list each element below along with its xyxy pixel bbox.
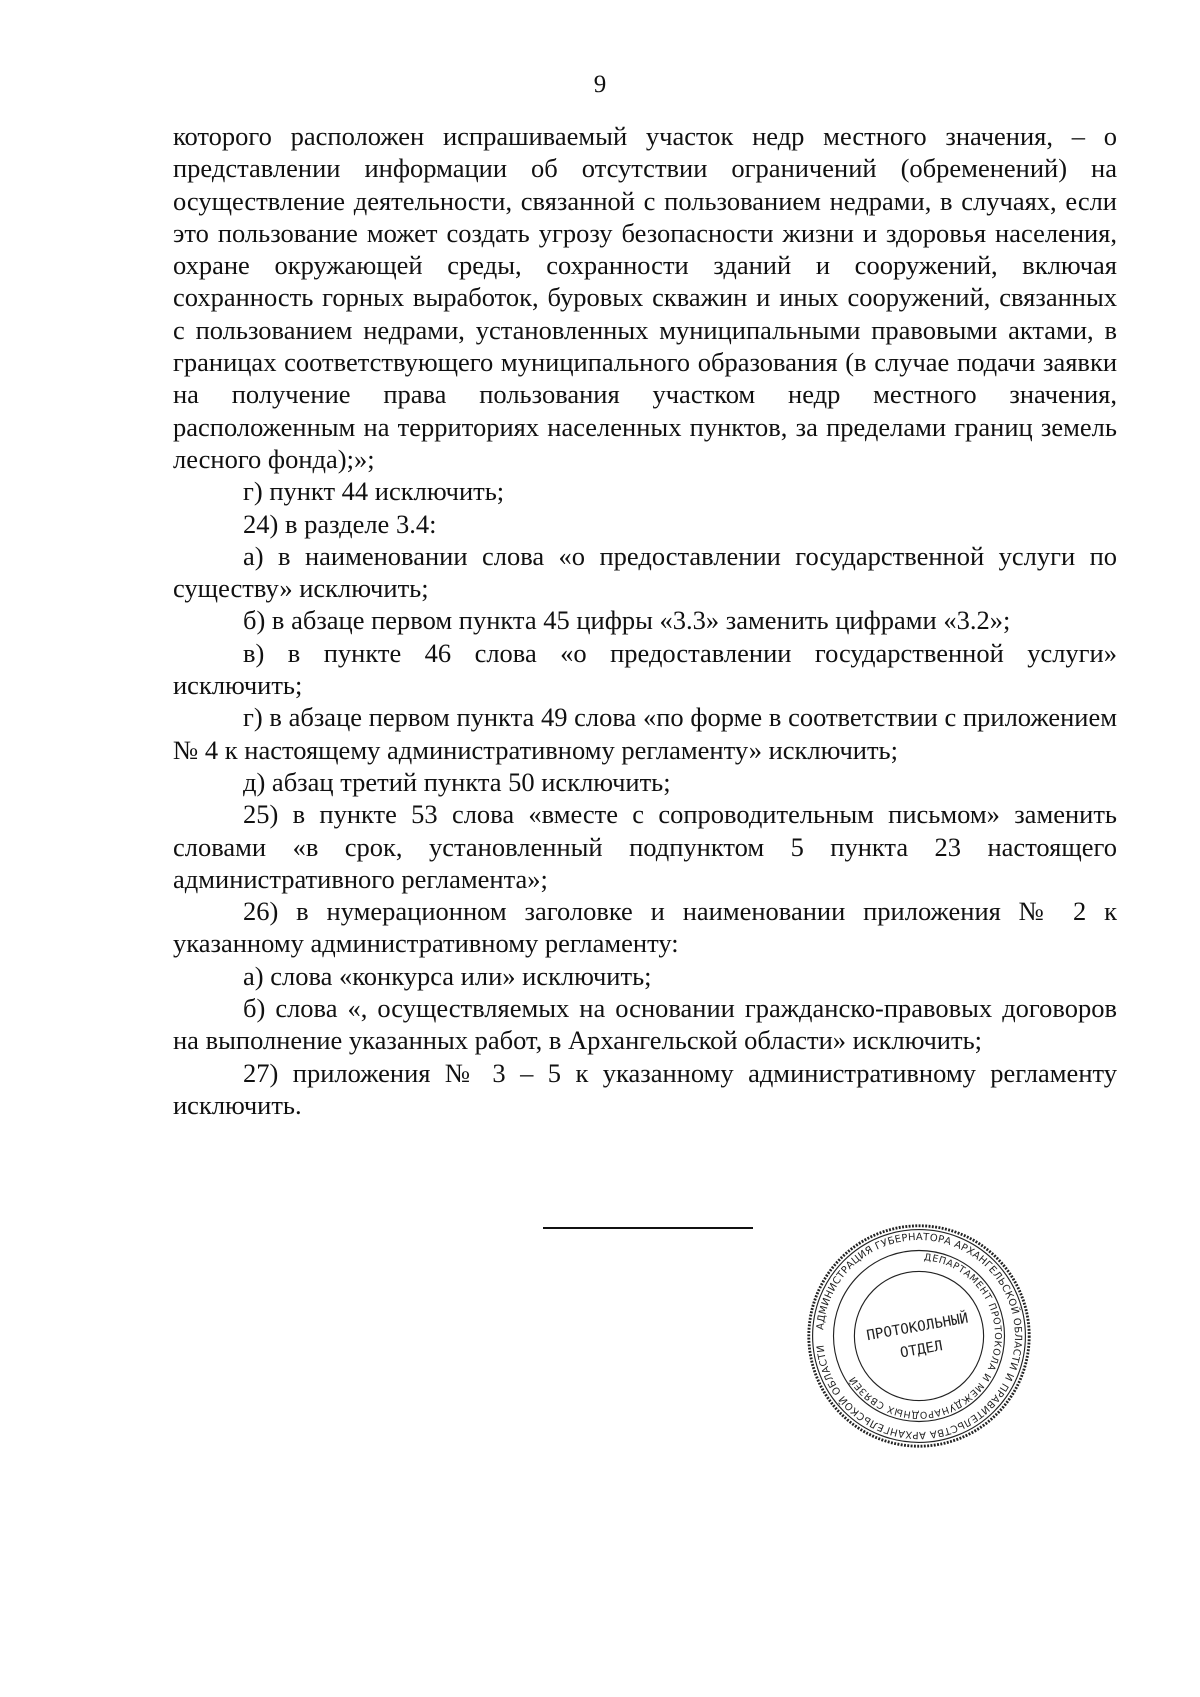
svg-text:АДМИНИСТРАЦИЯ ГУБЕРНАТОРА АРХА [815,1232,1023,1440]
paragraph: 26) в нумерационном заголовке и наименовании приложения № 2 к указанному административному регламенту: [173,896,1117,959]
paragraph: а) слова «конкурса или» исключить; [243,960,652,991]
paragraph: в) в пункте 46 слова «о предоставлении государственной услуги» исключить; [173,637,1117,701]
page-number: 9 [593,71,607,98]
stamp-center-line1: ПРОТОКОЛЬНЫЙ [865,1310,970,1345]
stamp-outer-text: АДМИНИСТРАЦИЯ ГУБЕРНАТОРА АРХАНГЕЛЬСКОЙ ОБЛАСТИ И ПРАВИТЕЛЬСТВА АРХАНГЕЛЬСКОЙ ОБЛАСТИ [815,1232,1023,1441]
body-text [173,120,1117,1121]
paragraph: 27) приложения № 3 – 5 к указанному административному регламенту исключить. [173,1057,1117,1120]
paragraph: г) пункт 44 исключить; [243,476,505,507]
paragraph: 24) в разделе 3.4: [243,508,437,539]
paragraph: 25) в пункте 53 слова «вместе с сопроводительным письмом» заменить словами «в срок, установленный подпунктом 5 пункта 23 настоящего административного регламента»; [173,799,1117,894]
paragraph: г) в абзаце первом пункта 49 слова «по форме в соответствии с приложением № 4 к настоящему административному регламенту» исключить; [173,702,1117,765]
stamp-center-line2: ОТДЕЛ [898,1338,944,1362]
paragraph: б) слова «, осуществляемых на основании гражданско-правовых договоров на выполнение указанных работ, в Архангельской области» исключить; [173,993,1117,1056]
closing-divider-line [543,1227,753,1229]
paragraph: а) в наименовании слова «о предоставлении государственной услуги по существу» исключить; [173,540,1117,604]
stamp-inner-text: ДЕПАРТАМЕНТ ПРОТОКОЛА И МЕЖДУНАРОДНЫХ СВЯЗЕЙ [847,1252,1004,1421]
paragraph: д) абзац третий пункта 50 исключить; [243,766,671,797]
stamp-middle-ring [834,1251,1005,1422]
paragraph: которого расположен испрашиваемый участок недр местного значения, – о представлении информации об отсутствии ограничений (обременений) на осуществление деятельности, связанной с пользованием недрами, в случаях, если это пользование может создать угрозу безопасности жизни и здоровья населения, охране окружающей среды, сохранности зданий и сооружений, включая сохранность горных выработок, буровых скважин и иных сооружений, связанных с пользованием недрами, установленных муниципальными правовыми актами, в границах соответствующего муниципального образования (в случае подачи заявки на получение права пользования участком недр местного значения, расположенным на территориях населенных пунктов, за пределами границ земель лесного фонда);»; [173,121,1117,474]
seal-stamp [805,1222,1033,1450]
paragraph: б) в абзаце первом пункта 45 цифры «3.3» заменить цифрами «3.2»; [243,605,1011,636]
